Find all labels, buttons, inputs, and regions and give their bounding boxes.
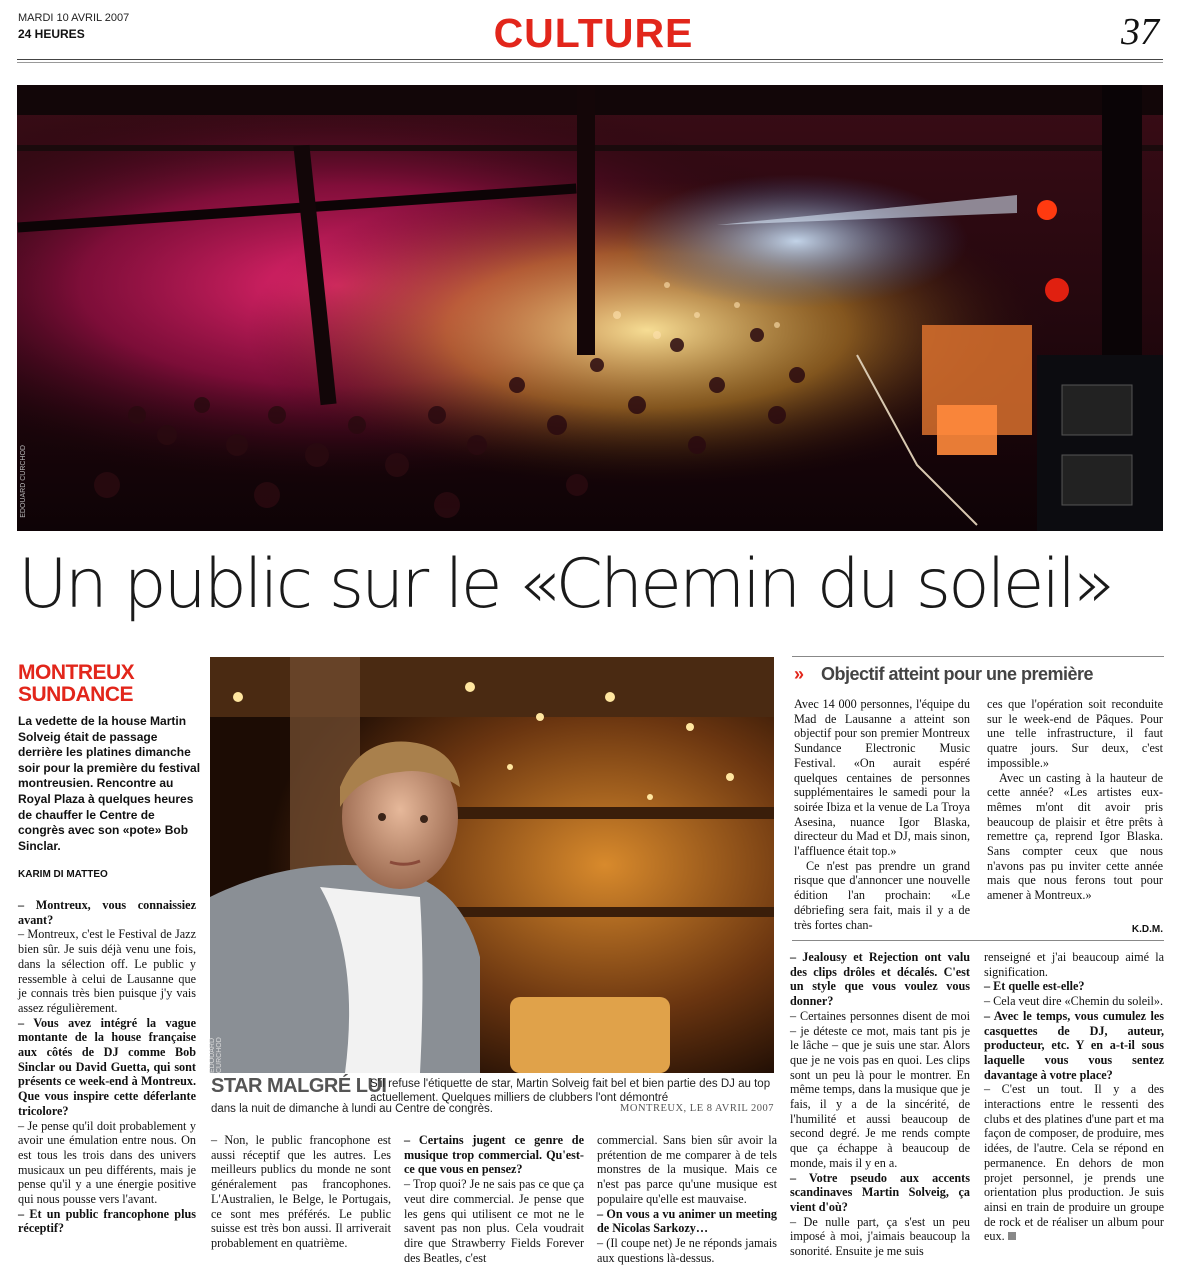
article-column-5 xyxy=(790,950,970,1259)
double-chevron-icon: » xyxy=(794,664,805,684)
caption-text: S'il refuse l'étiquette de star, Martin Solveig fait bel et bien partie des DJ au top actuellement. Quelques milliers de clubbers l'ont démontré xyxy=(370,1078,771,1104)
interview-question: – Vous avez intégré la vague montante de la house française aux côtés de DJ comme Bob Sinclar ou David Guetta, qui sont présents ce week-end à Montreux. Que vous inspire cette déferlante tricolore? xyxy=(18,1015,196,1118)
interview-question: – Montreux, vous connaissiez avant? xyxy=(18,898,196,927)
interview-question: – Avec le temps, vous cumulez les casquettes de DJ, auteur, producteur, etc. Y en a-t-il sous laquelle vous vous sentez davantage à votre place? xyxy=(984,1008,1164,1082)
caption-place-date: MONTREUX, LE 8 AVRIL 2007 xyxy=(620,1103,774,1114)
caption-title: STAR MALGRÉ LUI xyxy=(211,1075,387,1097)
sidebar-column-a xyxy=(794,697,970,932)
article-column-4 xyxy=(597,1133,777,1265)
section-title: CULTURE xyxy=(493,10,694,56)
interview-answer: – C'est un tout. Il y a des interactions entre le ressenti des clubs et des platines d'une part et ma façon de composer, de produire, mes idées, de l'autre. Cela se répond en permanence. En dehors de mon projet personnel, je prends une orientation plus production. Je suis ainsi en train de produire un groupe de rock et de réaliser un album pour eux. xyxy=(984,1082,1164,1244)
sidebar-column-b xyxy=(987,697,1163,903)
interview-answer: – Cela veut dire «Chemin du soleil». xyxy=(984,994,1164,1009)
interview-answer: – Montreux, c'est le Festival de Jazz bien sûr. Je suis déjà venu une fois, dans la sélection off. Le public y ressemble à celui de Lausanne que je connais très bien puisque j'y vais assez régulièrement. xyxy=(18,927,196,1015)
interview-question: – Et quelle est-elle? xyxy=(984,979,1085,994)
page-number: 37 xyxy=(1121,11,1159,53)
sidebar-paragraph: ces que l'opération soit reconduite sur le week-end de Pâques. Pour une telle infrastructure, il faut quatre jours. Sur deux, c'est impossible.» xyxy=(987,697,1163,770)
article-column-2 xyxy=(211,1133,391,1251)
article-column-6 xyxy=(984,950,1164,1244)
sidebar-rule xyxy=(792,656,1164,657)
lead-paragraph: La vedette de la house Martin Solveig était de passage derrière les platines dimanche soir pour la première du festival montreusien. Rencontre au Royal Plaza à quelques heures de chauffer le Centre de congrès avec son «pote» Bob Sinclar. xyxy=(18,714,201,853)
kicker xyxy=(18,662,198,706)
interview-answer: – Certaines personnes disent de moi – je déteste ce mot, mais tant pis je le lâche – que je suis une star. Alors que je ne vois pas en quoi. Les clips sont un peu là pour le montrer. En même temps, dans la musique que je fais, il y a de la sincérité, de l'humilité et aussi beaucoup de second degré. Je me rends compte que ça échappe à beaucoup de monde, mais il y en a. xyxy=(790,1008,970,1170)
portrait-photo-illustration xyxy=(210,657,774,1073)
headline: Un public sur le «Chemin du soleil» xyxy=(18,545,1112,624)
interview-answer: – De nulle part, ça s'est un peu imposé à moi, j'aimais beaucoup la sonorité. Ensuite je me suis xyxy=(790,1214,970,1259)
interview-question: – On vous a vu animer un meeting de Nicolas Sarkozy… xyxy=(597,1206,777,1236)
interview-question: – Votre pseudo aux accents scandinaves Martin Solveig, ça vient d'où? xyxy=(790,1170,970,1214)
interview-question: – Certains jugent ce genre de musique trop commercial. Qu'est-ce que vous en pensez? xyxy=(404,1133,584,1177)
article-column-1 xyxy=(18,898,196,1236)
sidebar-paragraph: Avec un casting à la hauteur de cette année? «Les artistes eux-mêmes m'ont dit avoir pris beaucoup de plaisir et être prêts à remettre ça, reprend Igor Blaska. Sans compter ceux que nous n'avons pas pu inviter cette année mais que nous ferons tout pour amener à Montreux.» xyxy=(987,770,1163,903)
interview-answer: – (Il coupe net) Je ne réponds jamais aux questions là-dessus. xyxy=(597,1235,777,1265)
interview-question: – Jealousy et Rejection ont valu des clips drôles et décalés. C'est un style que vous voulez vous donner? xyxy=(790,950,970,1009)
kicker-line-1: MONTREUX xyxy=(18,661,135,684)
nightclub-crowd-photo xyxy=(17,85,1163,531)
interview-answer: – Trop quoi? Je ne sais pas ce que ça veut dire commercial. Je pense que les gens qui utilisent ce mot ne le savent pas non plus. Cela voudrait dire que Strawberry Fields Forever des Beatles, c'est xyxy=(404,1177,584,1265)
issue-date: MARDI 10 AVRIL 2007 xyxy=(18,12,130,24)
photo-credit: EDOUARD CURCHOD xyxy=(20,445,27,518)
caption-text-cont: dans la nuit de dimanche à lundi au Centre de congrès. xyxy=(211,1103,493,1115)
article-column-3 xyxy=(404,1133,584,1265)
interview-answer: – Non, le public francophone est aussi réceptif que les autres. Les meilleurs publics du monde ne sont généralement pas francophones. L'Australien, le Belge, le Portugais, ce sont mes préférés. Le public suisse est très bon aussi. Il arriverait probablement en quatrième. xyxy=(211,1133,391,1250)
end-of-article-icon xyxy=(1008,1232,1016,1240)
sidebar-paragraph: Avec 14 000 personnes, l'équipe du Mad de Lausanne a atteint son objectif pour son premier Montreux Sundance Electronic Music Festival. «On aurait espéré quelques centaines de personnes supplémentaires le samedi pour la soirée Ibiza et la venue de La Troya Asesina, nuance Igor Blaska, directeur du Mad et DJ, mais sinon, l'affluence était top.» xyxy=(794,697,970,859)
crowd-photo-illustration xyxy=(17,85,1163,531)
kicker-line-2: SUNDANCE xyxy=(18,683,134,706)
header-rule-thin xyxy=(17,62,1163,63)
portrait-photo-credit: EDOUARD CURCHOD xyxy=(209,1037,223,1073)
interview-answer: commercial. Sans bien sûr avoir la prétention de me comparer à de tels monstres de la musique. Mais ce n'est pas parce qu'une musique est populaire qu'elle est mauvaise. xyxy=(597,1133,777,1206)
sidebar-title: Objectif atteint pour une première xyxy=(821,664,1094,684)
sidebar-paragraph: Ce n'est pas prendre un grand risque que d'annoncer une nouvelle édition l'an prochain: «Le débriefing sera fait, mais il y a de très fortes chan- xyxy=(794,858,970,932)
interview-answer: – Je pense qu'il doit probablement y avoir une émulation entre nous. On est tous les trois dans des univers musicaux un peu différents, mais je pense qu'il y a une énergie positive qui nous pousse vers l'avant. xyxy=(18,1118,196,1207)
martin-solveig-portrait-photo xyxy=(210,657,774,1073)
sidebar-signature: K.D.M. xyxy=(1131,924,1163,935)
header-rule xyxy=(17,59,1163,60)
interview-question: – Et un public francophone plus réceptif? xyxy=(18,1206,196,1236)
interview-answer: renseigné et j'ai beaucoup aimé la signification. xyxy=(984,950,1164,979)
newspaper-name: 24 HEURES xyxy=(18,27,85,41)
byline: KARIM DI MATTEO xyxy=(18,869,108,880)
